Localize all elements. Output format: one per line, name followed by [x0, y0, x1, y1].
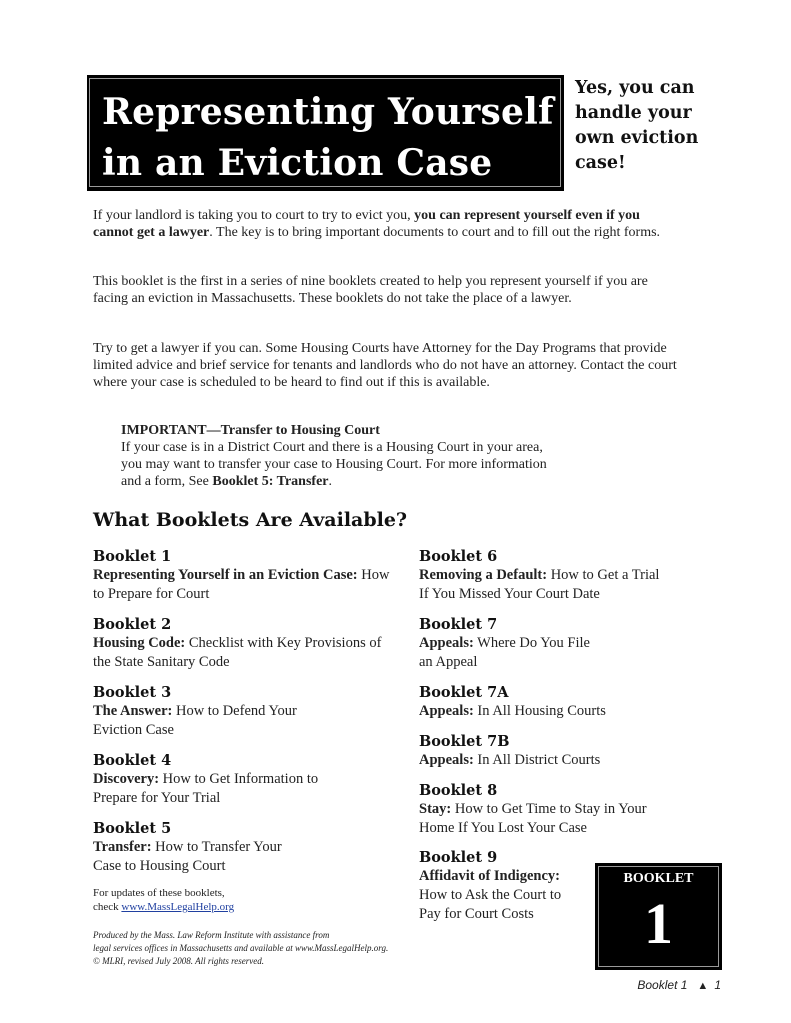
booklet-item: [93, 752, 393, 820]
intro-p1-text: If your landlord is taking you to court to try to evict you,: [93, 208, 415, 223]
booklet-label: Booklet 8: [419, 782, 498, 799]
booklet-desc-bold: Appeals:: [419, 635, 474, 651]
booklet-desc-bold: Transfer:: [93, 839, 152, 855]
booklet-label: Booklet 1: [93, 548, 172, 565]
booklet-desc-bold: Removing a Default:: [419, 567, 548, 583]
booklet-description: [419, 800, 659, 838]
booklet-desc-bold: Representing Yourself in an Eviction Case:: [93, 567, 358, 583]
booklet-item: [93, 616, 393, 684]
booklet-desc-rest: In All Housing Courts: [473, 703, 606, 719]
important-booklet-ref: Booklet 5: Transfer: [212, 474, 329, 489]
booklet-desc-bold: Discovery:: [93, 771, 160, 787]
booklet-number-badge: [595, 863, 722, 970]
booklet-label: Booklet 7: [419, 616, 498, 633]
booklet-item: [419, 733, 719, 782]
intro-paragraph-2: This booklet is the first in a series of nine booklets created to help you represent yourself if you are facing an eviction in Massachusetts. These booklets do not take the place of a lawyer.: [93, 274, 648, 306]
booklet-item: [93, 548, 393, 616]
important-line-3-end: .: [328, 474, 332, 489]
updates-check-text: check: [93, 901, 122, 913]
booklet-desc-rest: How to Defend Your Eviction Case: [93, 703, 297, 738]
badge-word: BOOKLET: [623, 871, 694, 886]
booklet-description: [93, 838, 293, 876]
booklet-desc-bold: Housing Code:: [93, 635, 186, 651]
page-number: 1: [714, 978, 721, 992]
booklet-item: [419, 616, 719, 684]
booklet-label: Booklet 7A: [419, 684, 509, 701]
page-footer: [637, 978, 721, 992]
booklet-desc-rest: How to Prepare for Court: [93, 567, 390, 602]
booklet-label: Booklet 9: [419, 849, 498, 866]
booklet-desc-bold: Appeals:: [419, 752, 474, 768]
page-title: Representing Yourself in an Eviction Case: [102, 91, 554, 184]
booklet-desc-bold: Affidavit of Indigency:: [419, 868, 560, 884]
booklet-description: [419, 702, 719, 721]
tagline: Yes, you can handle your own eviction case!: [575, 78, 699, 173]
booklet-desc-bold: Appeals:: [419, 703, 474, 719]
important-line-3-text: and a form, See: [121, 474, 213, 489]
important-line-3: [121, 473, 681, 490]
footer-booklet-text: Booklet 1: [637, 978, 688, 992]
booklet-desc-rest: How to Get Information to Prepare for Your Trial: [93, 771, 319, 806]
booklet-desc-rest: How to Get Time to Stay in Your Home If You Lost Your Case: [419, 801, 647, 836]
booklet-desc-rest: Checklist with Key Provisions of the State Sanitary Code: [93, 635, 382, 670]
important-heading: IMPORTANT—Transfer to Housing Court: [121, 423, 380, 438]
important-line-1: If your case is in a District Court and there is a Housing Court in your area,: [121, 440, 543, 455]
updates-note: [93, 886, 234, 914]
badge-number: 1: [644, 891, 673, 956]
booklet-label: Booklet 3: [93, 684, 172, 701]
booklet-description: [419, 634, 599, 672]
intro-p1-bold: you can represent yourself even if you cannot get a lawyer: [93, 208, 640, 240]
booklet-description: [419, 751, 719, 770]
produced-by-note: Produced by the Mass. Law Reform Institute with assistance from legal services offices in Massachusetts and available at www.MassLegalHelp.org. © MLRI, revised July 2008. All rights reserved.: [93, 930, 389, 966]
section-title: What Booklets Are Available?: [93, 509, 408, 531]
booklet-label: Booklet 6: [419, 548, 498, 565]
masslegalhelp-link[interactable]: www.MassLegalHelp.org: [121, 901, 235, 913]
booklet-description: [419, 566, 669, 604]
booklet-desc-bold: The Answer:: [93, 703, 173, 719]
booklet-description: [419, 867, 584, 924]
booklet-description: [93, 634, 393, 672]
booklet-description: [93, 702, 303, 740]
booklet-desc-rest: How to Ask the Court to Pay for Court Costs: [419, 887, 562, 922]
important-line-2: you may want to transfer your case to Housing Court. For more information: [121, 457, 547, 472]
triangle-icon: ▲: [697, 980, 709, 992]
intro-p1-text-end: . The key is to bring important documents to court and to fill out the right forms.: [209, 225, 661, 240]
booklet-desc-bold: Stay:: [419, 801, 452, 817]
booklets-left-column: [93, 548, 393, 876]
booklet-description: [93, 566, 393, 604]
intro-paragraph-3: Try to get a lawyer if you can. Some Housing Courts have Attorney for the Day Programs that provide limited advice and brief service for tenants and landlords who do not have an attorney. Contact the court where your case is scheduled to be heard to find out if this is available.: [93, 341, 677, 390]
updates-line-1: For updates of these booklets,: [93, 887, 225, 899]
booklet-desc-rest: How to Transfer Your Case to Housing Court: [93, 839, 282, 874]
booklet-label: Booklet 7B: [419, 733, 510, 750]
booklet-item: [419, 684, 719, 733]
booklet-item: [93, 820, 393, 876]
title-banner: [87, 75, 564, 191]
booklet-desc-rest: Where Do You File an Appeal: [419, 635, 590, 670]
intro-paragraph-1: [93, 207, 683, 241]
booklet-desc-rest: In All District Courts: [473, 752, 601, 768]
booklet-label: Booklet 2: [93, 616, 172, 633]
updates-line-2: [93, 900, 234, 914]
booklet-desc-rest: How to Get a Trial If You Missed Your Court Date: [419, 567, 660, 602]
booklet-item: [419, 782, 719, 849]
booklet-description: [93, 770, 353, 808]
booklet-item: [419, 548, 719, 616]
important-note: [121, 422, 681, 490]
booklet-item: [93, 684, 393, 752]
booklet-label: Booklet 4: [93, 752, 172, 769]
booklet-label: Booklet 5: [93, 820, 172, 837]
